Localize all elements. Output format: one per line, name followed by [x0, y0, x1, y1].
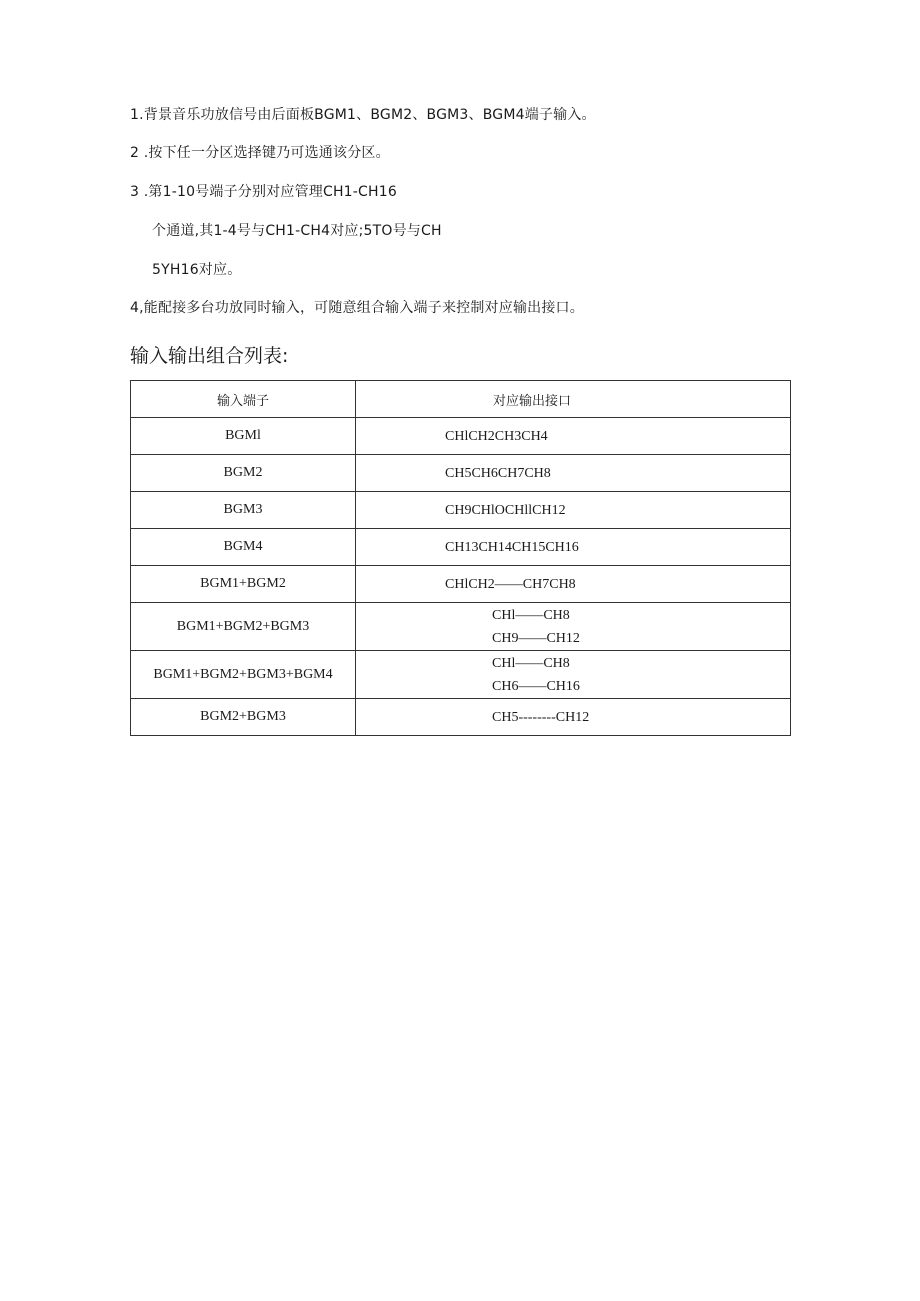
input-cell: BGM3: [131, 492, 356, 529]
io-combination-table: [130, 380, 791, 736]
output-line: CHl——CH8: [492, 607, 570, 623]
table-title: 输入输出组合列表:: [130, 345, 289, 367]
input-cell: BGMl: [131, 418, 356, 455]
input-cell: BGM2: [131, 455, 356, 492]
output-line: CH9CHlOCHllCH12: [445, 502, 566, 518]
output-cell: [356, 651, 791, 699]
header-output-interface: 对应输出接口: [356, 381, 791, 418]
output-cell: [356, 699, 791, 736]
header-input-terminal: 输入端子: [131, 381, 356, 418]
output-cell: [356, 455, 791, 492]
note-3: 3 .第1-10号端子分别对应管理CH1-CH16: [130, 184, 397, 200]
table-header-row: [131, 381, 791, 418]
output-line: CHl——CH8: [492, 655, 570, 671]
table-row: [131, 651, 791, 699]
note-3-continued: 个通道,其1-4号与CH1-CH4对应;5TO号与CH: [152, 223, 442, 239]
input-cell: BGM1+BGM2: [131, 566, 356, 603]
note-4: 4,能配接多台功放同时输入，可随意组合输入端子来控制对应输出接口。: [130, 300, 584, 316]
output-line: CH5--------CH12: [492, 709, 590, 725]
output-cell: [356, 529, 791, 566]
output-line: CHlCH2——CH7CH8: [445, 576, 576, 592]
note-2: 2 .按下任一分区选择键乃可选通该分区。: [130, 145, 390, 161]
table-row: [131, 418, 791, 455]
input-cell: BGM1+BGM2+BGM3+BGM4: [131, 651, 356, 699]
table-row: [131, 566, 791, 603]
output-cell: [356, 603, 791, 651]
output-line: CH6——CH16: [492, 678, 580, 694]
table-row: [131, 699, 791, 736]
output-cell: [356, 492, 791, 529]
note-1: 1.背景音乐功放信号由后面板BGM1、BGM2、BGM3、BGM4端子输入。: [130, 107, 596, 123]
note-3-end: 5YH16对应。: [152, 262, 242, 278]
output-line: CH5CH6CH7CH8: [445, 465, 551, 481]
table-row: [131, 603, 791, 651]
input-cell: BGM2+BGM3: [131, 699, 356, 736]
output-cell: [356, 418, 791, 455]
input-cell: BGM1+BGM2+BGM3: [131, 603, 356, 651]
output-cell: [356, 566, 791, 603]
table-row: [131, 455, 791, 492]
output-line: CH9——CH12: [492, 630, 580, 646]
input-cell: BGM4: [131, 529, 356, 566]
table-row: [131, 529, 791, 566]
table-row: [131, 492, 791, 529]
output-line: CH13CH14CH15CH16: [445, 539, 579, 555]
output-line: CHlCH2CH3CH4: [445, 428, 548, 444]
